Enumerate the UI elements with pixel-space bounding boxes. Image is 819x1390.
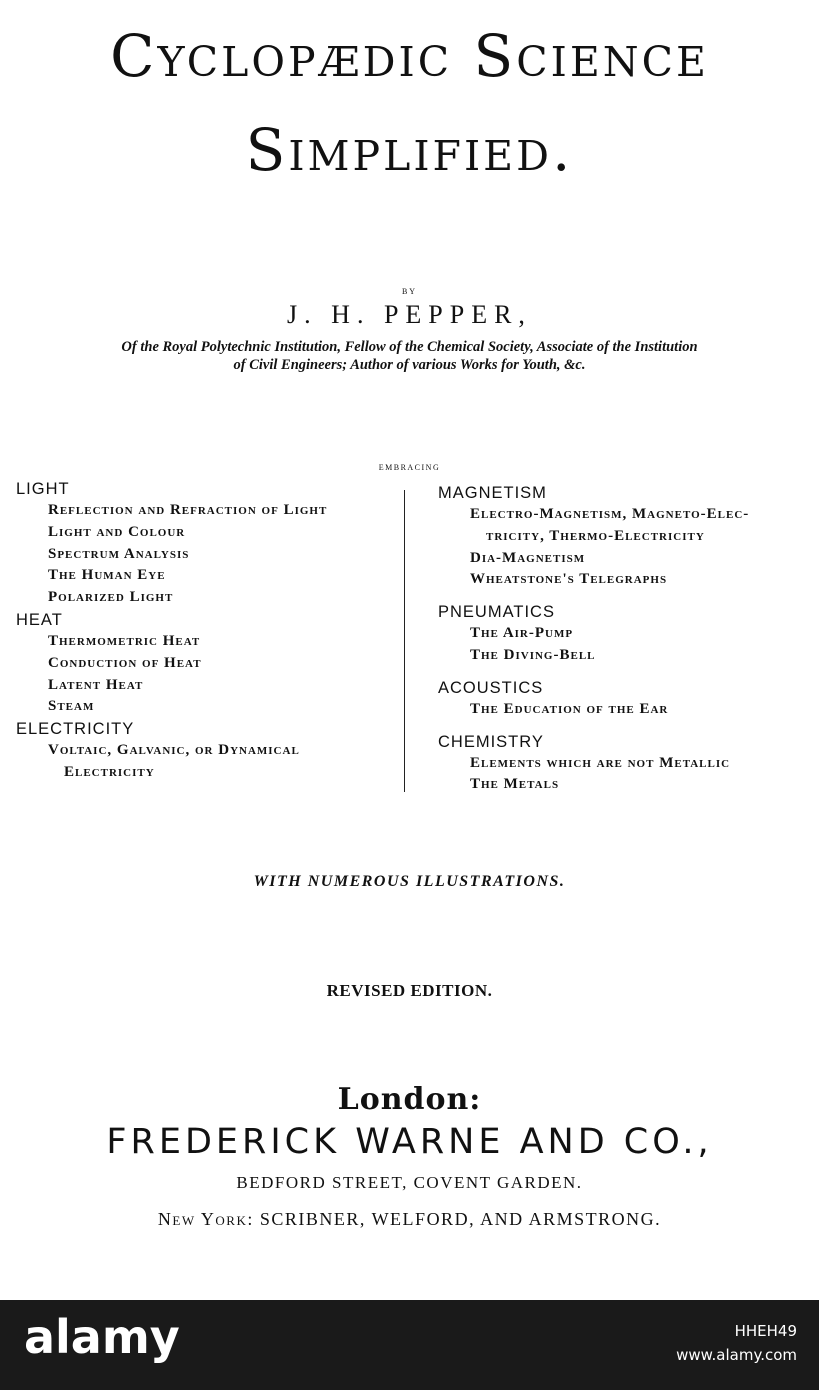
topic-item: Light and Colour bbox=[48, 523, 186, 540]
topic-heading-magnetism: MAGNETISM bbox=[438, 484, 547, 502]
book-title-line-2: Simplified. bbox=[245, 116, 574, 184]
topic-item: Electro-Magnetism, Magneto-Elec- bbox=[470, 506, 750, 522]
topic-item: Dia-Magnetism bbox=[470, 549, 586, 566]
topic-heading-heat: HEAT bbox=[16, 610, 63, 629]
book-title-line-1: Cyclopædic Science bbox=[110, 22, 709, 90]
by-label: by bbox=[401, 283, 418, 297]
publisher-name: FREDERICK WARNE AND CO., bbox=[106, 1122, 713, 1162]
topic-heading-acoustics: ACOUSTICS bbox=[438, 678, 544, 697]
author-affiliation-line-2: of Civil Engineers; Author of various Works for Youth, &c. bbox=[233, 357, 586, 373]
topic-item: Spectrum Analysis bbox=[48, 545, 190, 562]
image-id: HHEH49 bbox=[734, 1322, 797, 1340]
topic-heading-pneumatics: PNEUMATICS bbox=[438, 603, 555, 622]
publisher-address: BEDFORD STREET, COVENT GARDEN. bbox=[236, 1173, 583, 1192]
topic-item: Steam bbox=[48, 698, 95, 715]
column-divider bbox=[404, 490, 405, 792]
topic-item: Electricity bbox=[64, 763, 155, 780]
topic-item: Reflection and Refraction of Light bbox=[48, 502, 328, 518]
topic-item: Elements which are not Metallic bbox=[470, 754, 731, 771]
alamy-logo: alamy bbox=[24, 1310, 180, 1364]
illustrations-note: WITH NUMEROUS ILLUSTRATIONS. bbox=[253, 873, 566, 890]
topic-item: Thermometric Heat bbox=[48, 632, 201, 649]
topic-heading-electricity: ELECTRICITY bbox=[16, 720, 135, 739]
author-name: J. H. PEPPER, bbox=[287, 300, 532, 329]
topic-item: The Education of the Ear bbox=[470, 700, 669, 717]
new-york-imprint bbox=[0, 1209, 819, 1230]
new-york-partners: SCRIBNER, WELFORD, AND ARMSTRONG. bbox=[259, 1209, 662, 1229]
new-york-label: New York: bbox=[157, 1209, 254, 1229]
topic-item: The Air-Pump bbox=[470, 625, 574, 642]
topic-heading-chemistry: CHEMISTRY bbox=[438, 732, 544, 751]
topic-item: Voltaic, Galvanic, or Dynamical bbox=[48, 742, 300, 759]
author-affiliation-line-1: Of the Royal Polytechnic Institution, Fellow of the Chemical Society, Associate of the Institution bbox=[121, 339, 698, 355]
watermark-url: www.alamy.com bbox=[676, 1346, 797, 1364]
topic-item: Latent Heat bbox=[48, 676, 144, 693]
topics-right-column bbox=[438, 478, 808, 796]
topic-item: The Human Eye bbox=[48, 567, 166, 584]
imprint-city: London: bbox=[337, 1082, 482, 1117]
topics-left-column bbox=[16, 478, 401, 784]
topic-heading-light: LIGHT bbox=[16, 480, 70, 498]
topic-item: Polarized Light bbox=[48, 589, 174, 606]
embracing-label: embracing bbox=[378, 459, 441, 473]
topic-item: Conduction of Heat bbox=[48, 654, 202, 671]
topic-item: The Diving-Bell bbox=[470, 646, 596, 663]
edition-label: REVISED EDITION. bbox=[326, 981, 493, 1000]
topic-item: Wheatstone's Telegraphs bbox=[470, 571, 668, 588]
topic-item: The Metals bbox=[470, 776, 560, 793]
topic-item: tricity, Thermo-Electricity bbox=[486, 527, 705, 544]
watermark-footer bbox=[0, 1300, 819, 1390]
